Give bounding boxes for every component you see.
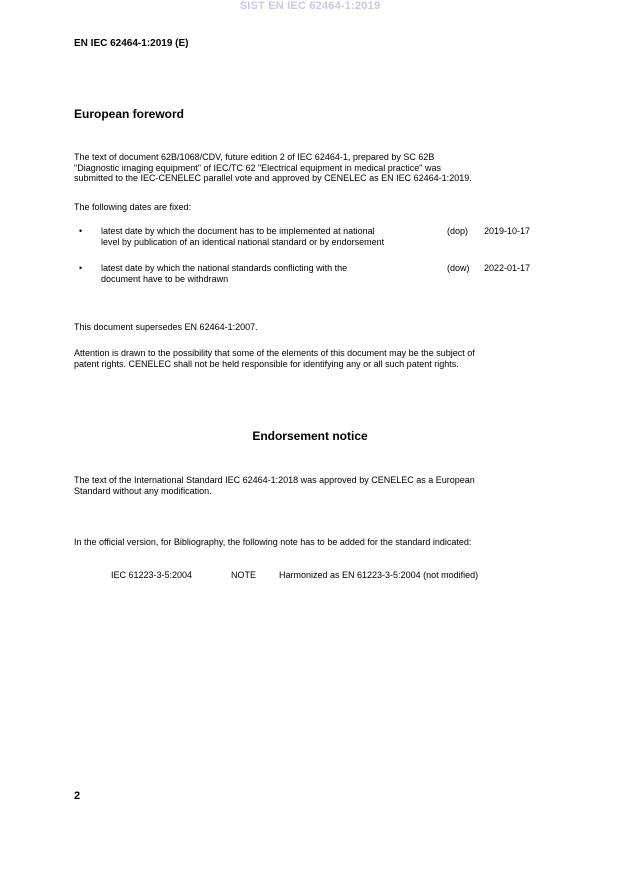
patent-attention-line: Attention is drawn to the possibility that some of the elements of this document may be the subject of [74, 348, 475, 358]
bibliography-note-text: Harmonized as EN 61223-3-5:2004 (not modified) [279, 570, 479, 580]
document-identifier: EN IEC 62464-1:2019 (E) [74, 38, 189, 49]
patent-attention-paragraph [74, 348, 546, 369]
bibliography-standard: IEC 61223-3-5:2004 [111, 570, 193, 580]
date-item-abbreviation: (dop) [447, 226, 469, 236]
endorsement-notice-title: Endorsement notice [252, 429, 368, 443]
patent-attention-line: patent rights. CENELEC shall not be held responsible for identifying any or all such patent rights. [74, 358, 459, 369]
european-foreword-title: European foreword [74, 107, 185, 121]
bullet: • [79, 226, 83, 236]
date-item-line: document have to be withdrawn [101, 273, 229, 284]
watermark: SIST EN IEC 62464-1:2019 [239, 0, 381, 12]
supersedes-statement: This document supersedes EN 62464-1:2007. [74, 322, 258, 332]
date-item-line: latest date by which the document has to be implemented at national [101, 226, 375, 236]
date-item-line: level by publication of an identical national standard or by endorsement [101, 236, 385, 247]
bibliography-note-label: NOTE [231, 570, 257, 580]
date-item-description [101, 226, 441, 247]
foreword-intro-line: The text of document 62B/1068/CDV, future edition 2 of IEC 62464-1, prepared by SC 62B [74, 152, 435, 162]
date-item-description [101, 263, 441, 284]
date-item-date: 2022-01-17 [484, 263, 531, 273]
endorsement-text-line: Standard without any modification. [74, 485, 212, 496]
dates-intro: The following dates are fixed: [74, 202, 192, 212]
date-item-abbreviation: (dow) [447, 263, 470, 273]
foreword-intro-line: "Diagnostic imaging equipment" of IEC/TC 62 "Electrical equipment in medical practice" was [74, 162, 441, 173]
date-item-date: 2019-10-17 [484, 226, 531, 236]
bibliography-intro: In the official version, for Bibliography, the following note has to be added for the standard indicated: [74, 537, 472, 547]
endorsement-text-paragraph [74, 475, 546, 496]
bullet: • [79, 263, 83, 273]
endorsement-text-line: The text of the International Standard IEC 62464-1:2018 was approved by CENELEC as a European [74, 475, 475, 485]
date-item-line: latest date by which the national standards conflicting with the [101, 263, 348, 273]
foreword-intro-paragraph [74, 152, 546, 184]
foreword-intro-line: submitted to the IEC-CENELEC parallel vote and approved by CENELEC as EN IEC 62464-1:2019. [74, 173, 472, 183]
page-number: 2 [74, 790, 81, 802]
